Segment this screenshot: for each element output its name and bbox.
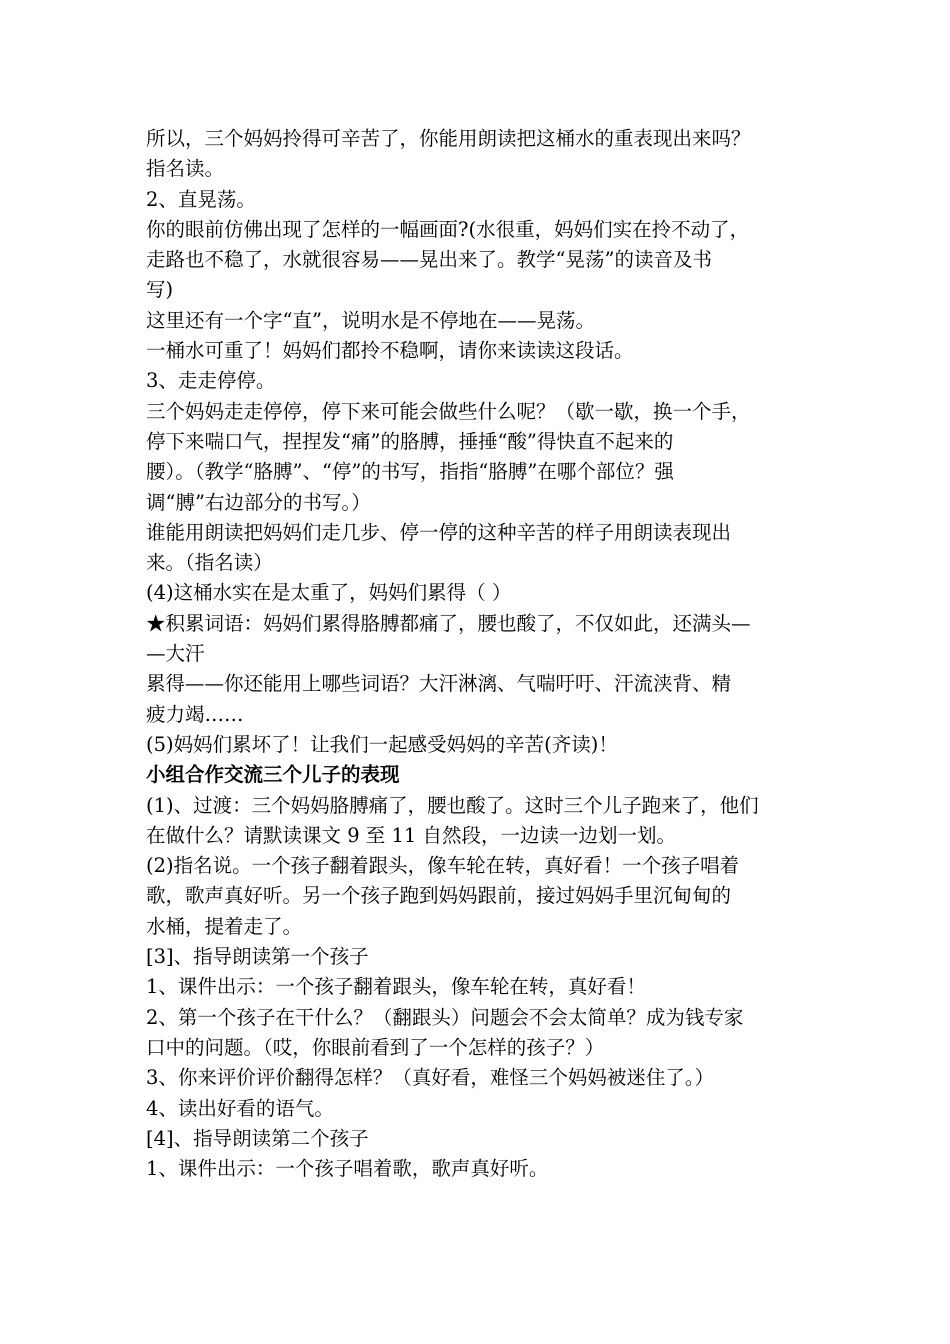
text-line: 停下来喘口气，捏捏发“痛”的胳膊，捶捶“酸”得快直不起来的 [146,429,674,453]
text-line: 三个妈妈走走停停，停下来可能会做些什么呢？（歇一歇，换一个手， [146,399,751,423]
text-line: 疲力竭…… [146,702,244,726]
document-page [146,124,826,1184]
text-line: 你的眼前仿佛出现了怎样的一幅画面?(水很重，妈妈们实在拎不动了， [146,217,750,241]
text-line: (5)妈妈们累坏了！让我们一起感受妈妈的辛苦(齐读)！ [146,732,618,756]
text-line: 所以，三个妈妈拎得可辛苦了，你能用朗读把这桶水的重表现出来吗？ [146,127,751,150]
text-line: (2)指名说。一个孩子翻着跟头，像车轮在转，真好看！一个孩子唱着 [146,854,740,878]
section-heading: 小组合作交流三个儿子的表现 [146,763,400,787]
text-line: 一桶水可重了！妈妈们都拎不稳啊，请你来读读这段话。 [146,339,634,363]
text-line: 水桶，提着走了。 [146,914,303,938]
text-line: 2、直晃荡。 [146,187,256,211]
text-line: 2、第一个孩子在干什么？（翻跟头）问题会不会太简单？成为钱专家 [146,1005,744,1029]
text-line: [3]、指导朗读第一个孩子 [146,945,369,969]
text-line: 4、读出好看的语气。 [146,1096,334,1120]
text-line: —大汗 [146,642,205,666]
text-line: 歌，歌声真好听。另一个孩子跑到妈妈跟前，接过妈妈手里沉甸甸的 [146,884,732,908]
text-line: 腰）。（教学“胳膊”、“停”的书写，指指“胳膊”在哪个部位？强 [146,460,674,484]
text-line: 3、走走停停。 [146,369,276,393]
text-line: (4)这桶水实在是太重了，妈妈们累得（ ） [146,581,512,605]
text-line: 1、课件出示：一个孩子翻着跟头，像车轮在转，真好看！ [146,975,646,999]
text-line: 调“膊”右边部分的书写。） [146,490,371,514]
text-line: 口中的问题。（哎，你眼前看到了一个怎样的孩子？） [146,1035,605,1059]
text-line: 来。（指名读） [146,551,273,575]
text-line: (1)、过渡：三个妈妈胳膊痛了，腰也酸了。这时三个儿子跑来了，他们 [146,793,759,817]
text-line: 累得——你还能用上哪些词语？大汗淋漓、气喘吁吁、汗流浃背、精 [146,672,732,696]
text-line: 谁能用朗读把妈妈们走几步、停一停的这种辛苦的样子用朗读表现出 [146,520,732,544]
text-line: 1、课件出示：一个孩子唱着歌，歌声真好听。 [146,1157,549,1181]
text-line: 走路也不稳了，水就很容易——晃出来了。教学“晃荡”的读音及书 [146,248,712,272]
text-line: 在做什么？请默读课文 9 至 11 自然段，一边读一边划一划。 [146,823,677,847]
text-line: 指名读。 [146,157,225,181]
text-line: ★积累词语：妈妈们累得胳膊都痛了，腰也酸了，不仅如此，还满头— [146,611,751,635]
text-line: [4]、指导朗读第二个孩子 [146,1126,369,1150]
text-line: 写) [146,278,174,302]
text-line: 3、你来评价评价翻得怎样？（真好看，难怪三个妈妈被迷住了。） [146,1066,715,1090]
text-line: 这里还有一个字“直”，说明水是不停地在——晃荡。 [146,308,595,332]
